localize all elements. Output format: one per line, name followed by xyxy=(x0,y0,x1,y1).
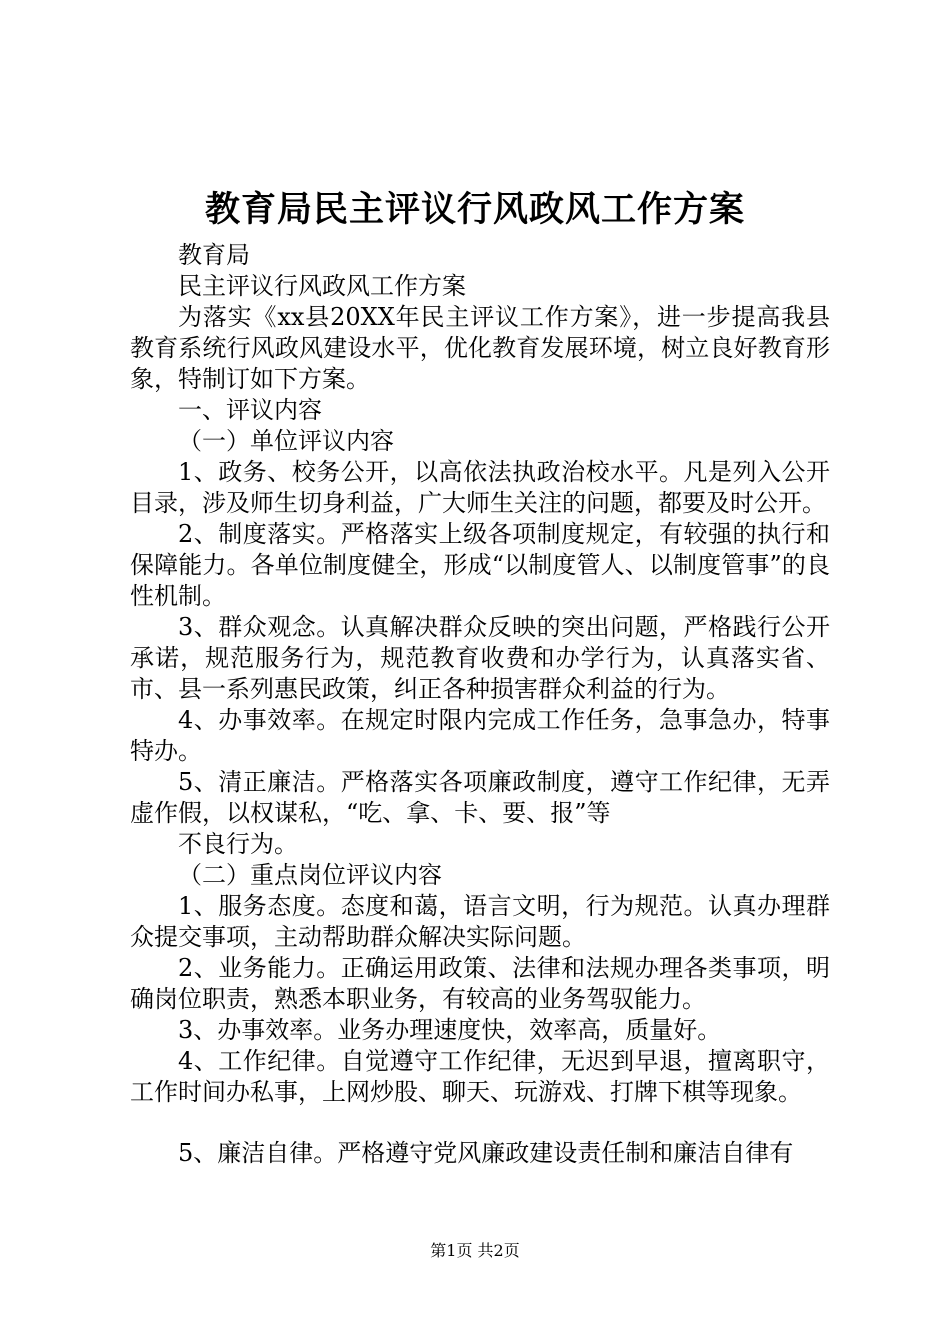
paragraph: 不良行为。 xyxy=(178,830,298,858)
document-body xyxy=(130,240,830,1169)
paragraph: 4、工作纪律。自觉遵守工作纪律，无迟到早退，擅离职守，工作时间办私事，上网炒股、聊天、玩游戏、打牌下棋等现象。 xyxy=(130,1047,830,1106)
document-title: 教育局民主评议行风政风工作方案 xyxy=(204,189,745,230)
paragraph: 2、业务能力。正确运用政策、法律和法规办理各类事项，明确岗位职责，熟悉本职业务，有较高的业务驾驭能力。 xyxy=(130,954,830,1013)
page-indicator: 第1页 共2页 xyxy=(430,1241,520,1260)
subsection-heading: （一）单位评议内容 xyxy=(178,427,394,455)
paragraph: 5、廉洁自律。严格遵守党风廉政建设责任制和廉洁自律有 xyxy=(178,1139,794,1167)
paragraph: 4、办事效率。在规定时限内完成工作任务，急事急办，特事特办。 xyxy=(130,706,830,765)
paragraph: 教育局 xyxy=(178,241,250,269)
paragraph: 3、群众观念。认真解决群众反映的突出问题，严格践行公开承诺，规范服务行为，规范教育收费和办学行为，认真落实省、市、县一系列惠民政策，纠正各种损害群众利益的行为。 xyxy=(130,613,830,703)
paragraph: 3、办事效率。业务办理速度快，效率高，质量好。 xyxy=(178,1016,722,1044)
paragraph: 民主评议行风政风工作方案 xyxy=(178,272,466,300)
paragraph: 1、服务态度。态度和蔼，语言文明，行为规范。认真办理群众提交事项，主动帮助群众解决实际问题。 xyxy=(130,892,830,951)
paragraph: 5、清正廉洁。严格落实各项廉政制度，遵守工作纪律，无弄虚作假，以权谋私，“吃、拿、卡、要、报”等 xyxy=(130,768,830,827)
paragraph: 2、制度落实。严格落实上级各项制度规定，有较强的执行和保障能力。各单位制度健全，形成“以制度管人、以制度管事”的良性机制。 xyxy=(130,520,830,610)
paragraph: 为落实《xx县20XX年民主评议工作方案》，进一步提高我县教育系统行风政风建设水平，优化教育发展环境，树立良好教育形象，特制订如下方案。 xyxy=(130,303,830,393)
subsection-heading: （二）重点岗位评议内容 xyxy=(178,861,442,889)
paragraph: 1、政务、校务公开，以高依法执政治校水平。凡是列入公开目录，涉及师生切身利益，广大师生关注的问题，都要及时公开。 xyxy=(130,458,830,517)
section-heading: 一、评议内容 xyxy=(178,396,322,424)
